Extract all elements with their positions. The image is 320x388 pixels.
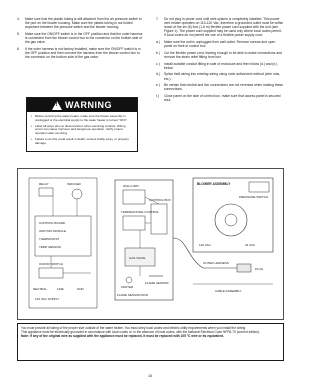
flame-sensor-rod-label: FLAME SENSOR ROD: [117, 293, 149, 297]
step-number: c.): [156, 61, 160, 66]
high-limit-label: HIGH LIMIT: [123, 184, 140, 188]
high-limit-symbol: [123, 190, 145, 204]
outer-harness-label: OUTER HARNESS: [203, 261, 229, 265]
step-7f: [156, 94, 284, 102]
note-line-bold: Note: If any of the original wire as supplied with the appliance must be replaced, it must be replaced with 105 °C wire or its equivalent.: [21, 334, 224, 338]
gas-valve-label: GAS VALVE: [129, 256, 146, 260]
igniter-label: IGNITER: [121, 285, 134, 289]
power-supply-label: 120 VAC SUPPLY: [35, 297, 60, 301]
flame-sensor-label: FLAME SENSOR: [145, 281, 169, 285]
plug-symbol: [237, 264, 251, 272]
warning-item: • Before servicing the water heater, make sure the blower assembly is unplugged or the electrical supply to the water heater is turned "OFF".: [31, 115, 133, 123]
box-symbol: [151, 204, 167, 234]
warning-item-text: Before servicing the water heater, make sure the blower assembly is unplugged or the electrical supply to the water heater is turned "OFF".: [35, 114, 128, 122]
heater-illustration: [115, 180, 173, 300]
right-column: [156, 17, 284, 105]
cable-assembly-label: CABLE ASSEMBLY: [215, 289, 242, 293]
control-board-label: CONTROL BOARD: [39, 221, 66, 225]
pressure-switch-symbol: [249, 182, 269, 192]
ignition-module-label: IGNITION MODULE: [39, 229, 67, 233]
temp-sensor-label: TEMP SENSOR: [39, 245, 61, 249]
step-number: a.): [156, 40, 160, 45]
step-7e: [156, 83, 284, 91]
thermostat-label: THERMOSTAT: [39, 237, 60, 241]
step-text: Close panel on the side of control box, make sure that access panel is secured shut.: [164, 93, 281, 103]
step-text: If the outer harness is not factory installed, make sure the ON/OFF switch is in the OFF position and then connect the harness from the blower control box to the connector on the bottom side of the gas valve.: [25, 46, 141, 59]
step-number: f.): [156, 93, 159, 98]
step-7d: [156, 72, 284, 80]
wiring-diagram: [17, 168, 284, 320]
warning-item: • Failure to do this could result in death, serious bodily injury, or property damage.: [31, 138, 133, 146]
step-5: [17, 32, 145, 44]
blower-assembly-label: BLOWER ASSEMBLY: [197, 182, 231, 186]
step-number: 4.: [17, 17, 20, 21]
step-number: d.): [156, 72, 160, 77]
line-label: LINE: [57, 287, 64, 291]
step-text: Do not plug in power cord until vent system is completely installed. This power vent heater operates on 110-120 Vac, therefore a grounded outlet must be within reach of the six (6) foot (1.8 m) flexible power cord supplied with the unit (see Figure 1). The power cord supplied may be used only where local codes permit. If local codes do not permit the use of a flexible power supply cord:: [164, 17, 284, 38]
step-number: b.): [156, 50, 160, 55]
step-7: [156, 17, 284, 37]
igniter-symbol: [126, 277, 132, 283]
relay-label: RELAY: [39, 182, 49, 186]
switch-symbol: [39, 268, 63, 278]
step-number: 7.: [156, 17, 159, 21]
high-voltage-label: 120 VAC: [199, 243, 211, 247]
relay-symbol: [39, 188, 53, 196]
inducer-label: INDUCER: [67, 182, 81, 186]
step-number: e.): [156, 83, 160, 88]
blower-outline: [193, 178, 273, 252]
step-6: [17, 47, 145, 59]
step-7b: [156, 51, 284, 59]
warning-box: [26, 97, 138, 152]
plug-label: PLUG: [255, 267, 264, 271]
low-voltage-label: 24 VAC: [245, 243, 256, 247]
temperature-control-symbol: [123, 216, 145, 230]
step-4: [17, 17, 145, 29]
step-text: Make sure that the plastic tubing is still attached from the air pressure switch to the port on the blower housing. Make sure the plastic tubing is not folded anywhere between the pressure switch and the blower housing.: [25, 17, 142, 30]
neutral-label: NEUTRAL: [33, 287, 48, 291]
step-7c: [156, 62, 284, 70]
warning-header: [27, 98, 137, 112]
warning-title: WARNING: [65, 100, 112, 110]
inducer-symbol: [72, 189, 82, 199]
blower-illustration: [173, 178, 273, 293]
switch-label: ON/OFF SWITCH: [39, 262, 63, 266]
wiring-notes: [17, 323, 284, 361]
ground-label: GND: [77, 287, 84, 291]
step-text: Make sure the ON/OFF switch is in the OFF position and that the outer harness is connected from the blower control box to the connector on the bottom side of the gas valve.: [25, 31, 143, 45]
left-column: [17, 17, 145, 62]
step-number: 5.: [17, 31, 20, 36]
step-7a: [156, 40, 284, 48]
note-line: This appliance must be electrically grounded in accordance with local codes or, in the absence of local codes, with the National Electrical Code NFPA-70 (current edition).: [21, 330, 260, 334]
blower-wheel-icon: [215, 204, 247, 236]
warning-body: [27, 112, 137, 151]
pressure-switch-label: PRESSURE SWITCH: [239, 195, 269, 199]
step-number: 6.: [17, 46, 20, 51]
temperature-control-label: TEMPERATURE CONTROL: [121, 210, 159, 214]
warning-triangle-icon: !: [52, 101, 62, 110]
schematic-panel: [29, 178, 97, 308]
step-text: Be certain that neutral and live connections are not reversed when making these connections.: [164, 83, 283, 92]
step-text: Splice field wiring into existing wiring using code authorized method (wire nuts, etc.).: [164, 72, 281, 81]
warning-item-text: Label all wires prior to disconnection when servicing controls. Wiring errors can cause improper and dangerous operation. Verify proper operation after servicing.: [35, 123, 126, 136]
warning-item: • Label all wires prior to disconnection when servicing controls. Wiring errors can cause improper and dangerous operation. Verify proper operation after servicing.: [31, 125, 133, 136]
page-number: 15: [148, 374, 152, 378]
warning-item-text: Failure to do this could result in death, serious bodily injury, or property damage.: [35, 136, 129, 145]
control-box-label: CONTROL BOX: [149, 198, 171, 202]
step-text: Install suitable conduit fitting in side of enclosure and then follow (d.) and (e.) below.: [164, 61, 278, 70]
note-line: You must provide all wiring of the proper size outside of the water heater. You must obey local codes and electric utility requirements when you install the wiring.: [21, 326, 247, 330]
step-text: Cut the flexible power cord, leaving enough to be able to make connections and remove the strain relief fitting from box.: [164, 50, 282, 59]
step-text: Make sure the unit is unplugged from wall outlet. Remove screws and open panel on front of control box.: [164, 40, 276, 49]
